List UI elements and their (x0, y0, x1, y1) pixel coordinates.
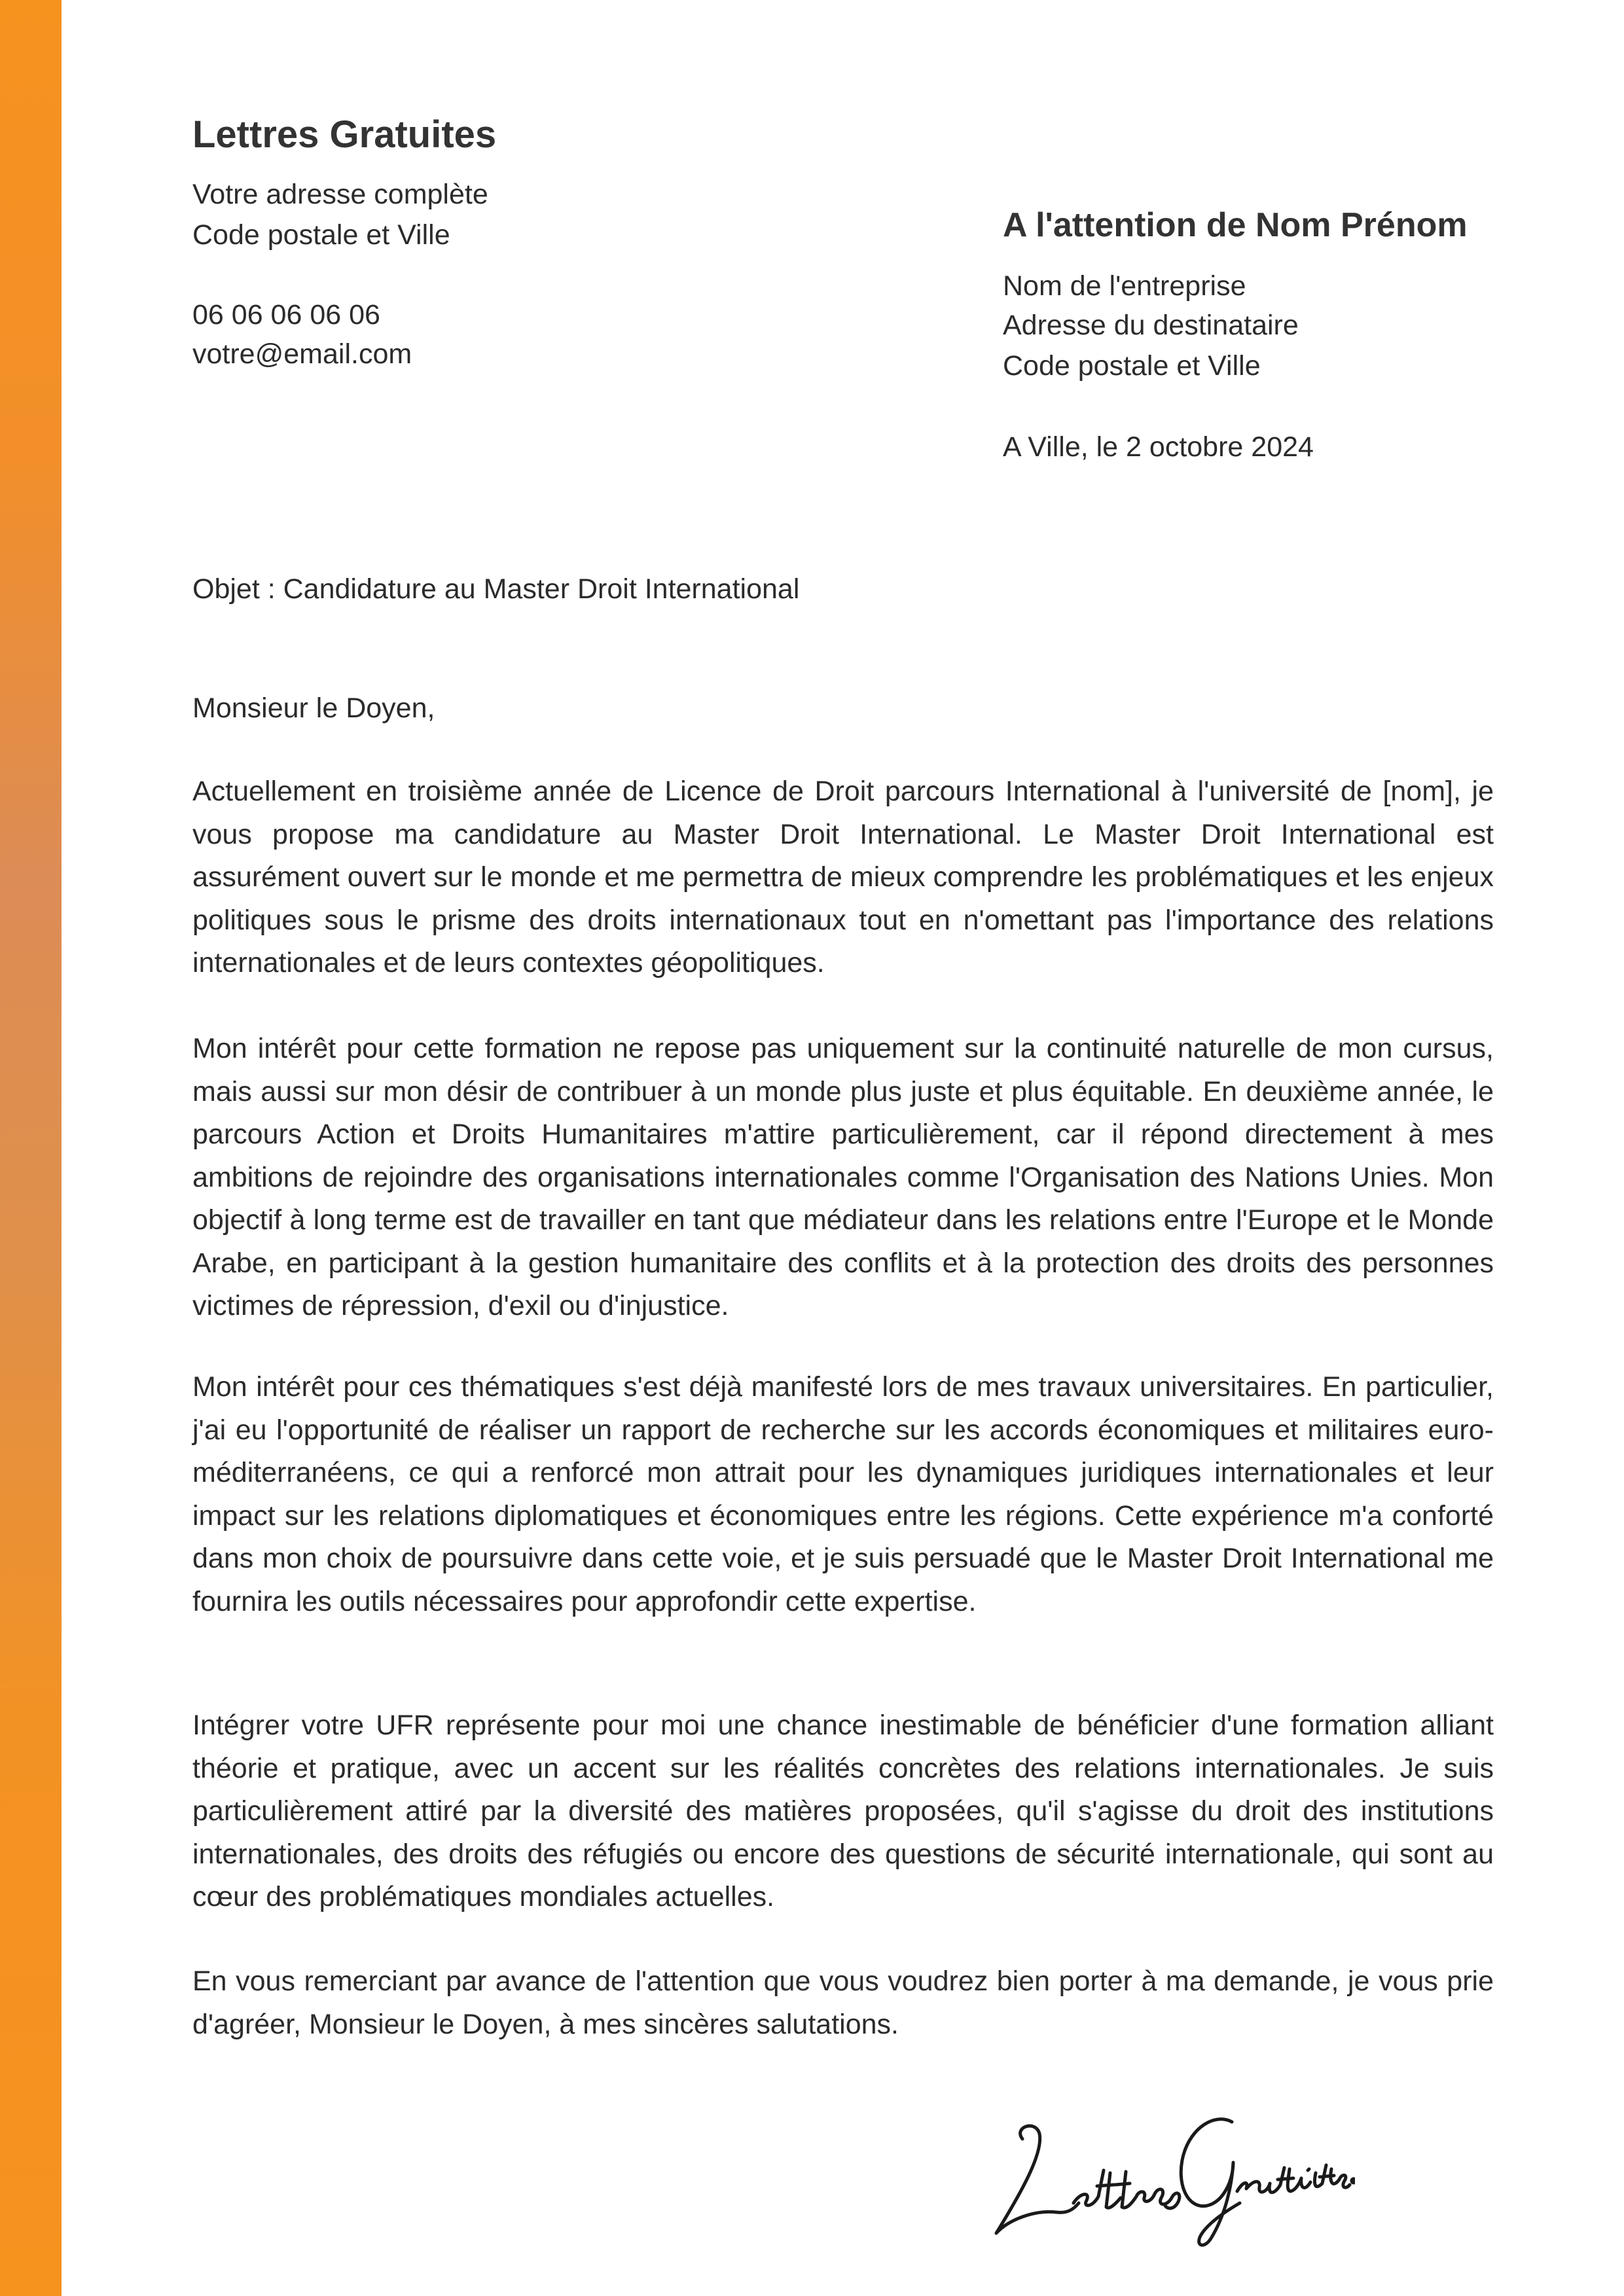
recipient-address: Adresse du destinataire (1003, 310, 1299, 341)
body-paragraph-2: Mon intérêt pour cette formation ne repose pas uniquement sur la continuité naturelle de mon cursus, mais aussi sur mon désir de contribuer à un monde plus juste et plus équitable. En deuxième année, le parcours Action et Droits Humanitaires m'attire particulièrement, car il répond directement à mes ambitions de rejoindre des organisations internationales comme l'Organisation des Nations Unies. Mon objectif à long terme est de travailler en tant que médiateur dans les relations entre l'Europe et le Monde Arabe, en participant à la gestion humanitaire des conflits et à la protection des droits des personnes victimes de répression, d'exil ou d'injustice. (192, 1033, 1494, 1321)
recipient-company: Nom de l'entreprise (1003, 270, 1246, 302)
body-paragraph-1: Actuellement en troisième année de Licence de Droit parcours International à l'université de [nom], je vous propose ma candidature au Master Droit International. Le Master Droit International est assurément ouvert sur le monde et me permettra de mieux comprendre les problématiques et les enjeux politiques sous le prisme des droits internationaux tout en n'omettant pas l'importance des relations internationales et de leurs contextes géopolitiques. (192, 776, 1494, 978)
sender-name: Lettres Gratuites (192, 113, 497, 156)
sender-email: votre@email.com (192, 338, 412, 370)
sender-address-line2: Code postale et Ville (192, 219, 450, 251)
letter-subject: Objet : Candidature au Master Droit International (192, 573, 800, 605)
sender-phone: 06 06 06 06 06 (192, 299, 380, 331)
recipient-attention: A l'attention de Nom Prénom (1003, 206, 1468, 244)
sender-address-line1: Votre adresse complète (192, 179, 488, 210)
letter-salutation: Monsieur le Doyen, (192, 692, 435, 724)
body-paragraph-5: En vous remerciant par avance de l'attention que vous voudrez bien porter à ma demande, je vous prie d'agréer, Monsieur le Doyen, à mes sincères salutations. (192, 1965, 1494, 2040)
letter-date: A Ville, le 2 octobre 2024 (1003, 431, 1314, 463)
recipient-city: Code postale et Ville (1003, 350, 1261, 382)
handwritten-signature (975, 2081, 1355, 2251)
body-paragraph-3: Mon intérêt pour ces thématiques s'est déjà manifesté lors de mes travaux universitaires. En particulier, j'ai eu l'opportunité de réaliser un rapport de recherche sur les accords économiques et militaires euro-méditerranéens, ce qui a renforcé mon attrait pour les dynamiques juridiques internationales et leur impact sur les relations diplomatiques et économiques entre les régions. Cette expérience m'a conforté dans mon choix de poursuivre dans cette voie, et je suis persuadé que le Master Droit International me fournira les outils nécessaires pour approfondir cette expertise. (192, 1371, 1494, 1617)
body-paragraph-4: Intégrer votre UFR représente pour moi une chance inestimable de bénéficier d'une formation alliant théorie et pratique, avec un accent sur les réalités concrètes des relations internationales. Je suis particulièrement attiré par la diversité des matières proposées, qu'il s'agisse du droit des institutions internationales, des droits des réfugiés ou encore des questions de sécurité internationale, qui sont au cœur des problématiques mondiales actuelles. (192, 1710, 1494, 1912)
orange-side-bar (0, 0, 62, 2296)
